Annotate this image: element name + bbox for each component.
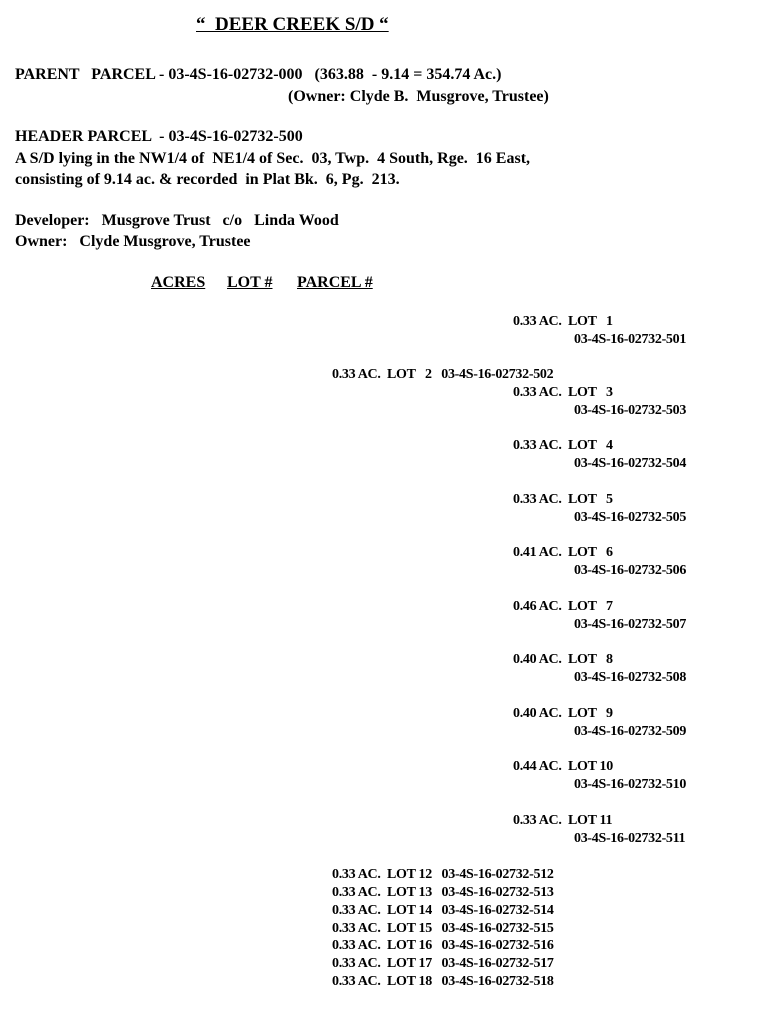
lot-label: 0.33 AC. LOT 5 (513, 492, 613, 507)
column-header-parcel: PARCEL # (297, 274, 373, 291)
lot-parcel: 03-4S-16-02732-503 (574, 403, 687, 418)
header-parcel-recording: consisting of 9.14 ac. & recorded in Plat Bk. 6, Pg. 213. (15, 171, 400, 188)
lot-parcel: 03-4S-16-02732-507 (574, 617, 687, 632)
column-header-lot: LOT # (227, 274, 273, 291)
lot-inline-row: 0.33 AC. LOT 14 03-4S-16-02732-514 (332, 903, 554, 918)
owner-line: Owner: Clyde Musgrove, Trustee (15, 233, 251, 250)
header-parcel-description: A S/D lying in the NW1/4 of NE1/4 of Sec. 03, Twp. 4 South, Rge. 16 East, (15, 150, 531, 167)
lot-label: 0.41 AC. LOT 6 (513, 545, 613, 560)
header-parcel-line: HEADER PARCEL - 03-4S-16-02732-500 (15, 128, 303, 145)
lot-inline-row: 0.33 AC. LOT 16 03-4S-16-02732-516 (332, 938, 554, 953)
lot-parcel: 03-4S-16-02732-509 (574, 724, 687, 739)
lot-label: 0.33 AC. LOT 11 (513, 813, 613, 828)
lot-label: 0.40 AC. LOT 8 (513, 652, 613, 667)
lot-inline-row: 0.33 AC. LOT 2 03-4S-16-02732-502 (332, 367, 554, 382)
page-title: “ DEER CREEK S/D “ (196, 14, 389, 35)
lot-inline-row: 0.33 AC. LOT 12 03-4S-16-02732-512 (332, 867, 554, 882)
lot-inline-row: 0.33 AC. LOT 15 03-4S-16-02732-515 (332, 921, 554, 936)
lot-inline-row: 0.33 AC. LOT 17 03-4S-16-02732-517 (332, 956, 554, 971)
lot-label: 0.33 AC. LOT 4 (513, 438, 613, 453)
lot-label: 0.46 AC. LOT 7 (513, 599, 613, 614)
lot-parcel: 03-4S-16-02732-504 (574, 456, 687, 471)
lot-label: 0.44 AC. LOT 10 (513, 759, 613, 774)
lot-label: 0.33 AC. LOT 1 (513, 314, 613, 329)
lot-parcel: 03-4S-16-02732-505 (574, 510, 687, 525)
lot-parcel: 03-4S-16-02732-506 (574, 563, 687, 578)
lot-label: 0.33 AC. LOT 3 (513, 385, 613, 400)
lot-label: 0.40 AC. LOT 9 (513, 706, 613, 721)
parent-parcel-owner: (Owner: Clyde B. Musgrove, Trustee) (288, 88, 549, 105)
lot-parcel: 03-4S-16-02732-510 (574, 777, 687, 792)
parent-parcel-line: PARENT PARCEL - 03-4S-16-02732-000 (363.88 - 9.14 = 354.74 Ac.) (15, 66, 502, 83)
lot-inline-row: 0.33 AC. LOT 13 03-4S-16-02732-513 (332, 885, 554, 900)
developer-line: Developer: Musgrove Trust c/o Linda Wood (15, 212, 339, 229)
lot-parcel: 03-4S-16-02732-501 (574, 332, 687, 347)
lot-parcel: 03-4S-16-02732-508 (574, 670, 687, 685)
column-header-acres: ACRES (151, 274, 206, 291)
lot-inline-row: 0.33 AC. LOT 18 03-4S-16-02732-518 (332, 974, 554, 989)
lot-parcel: 03-4S-16-02732-511 (574, 831, 686, 846)
